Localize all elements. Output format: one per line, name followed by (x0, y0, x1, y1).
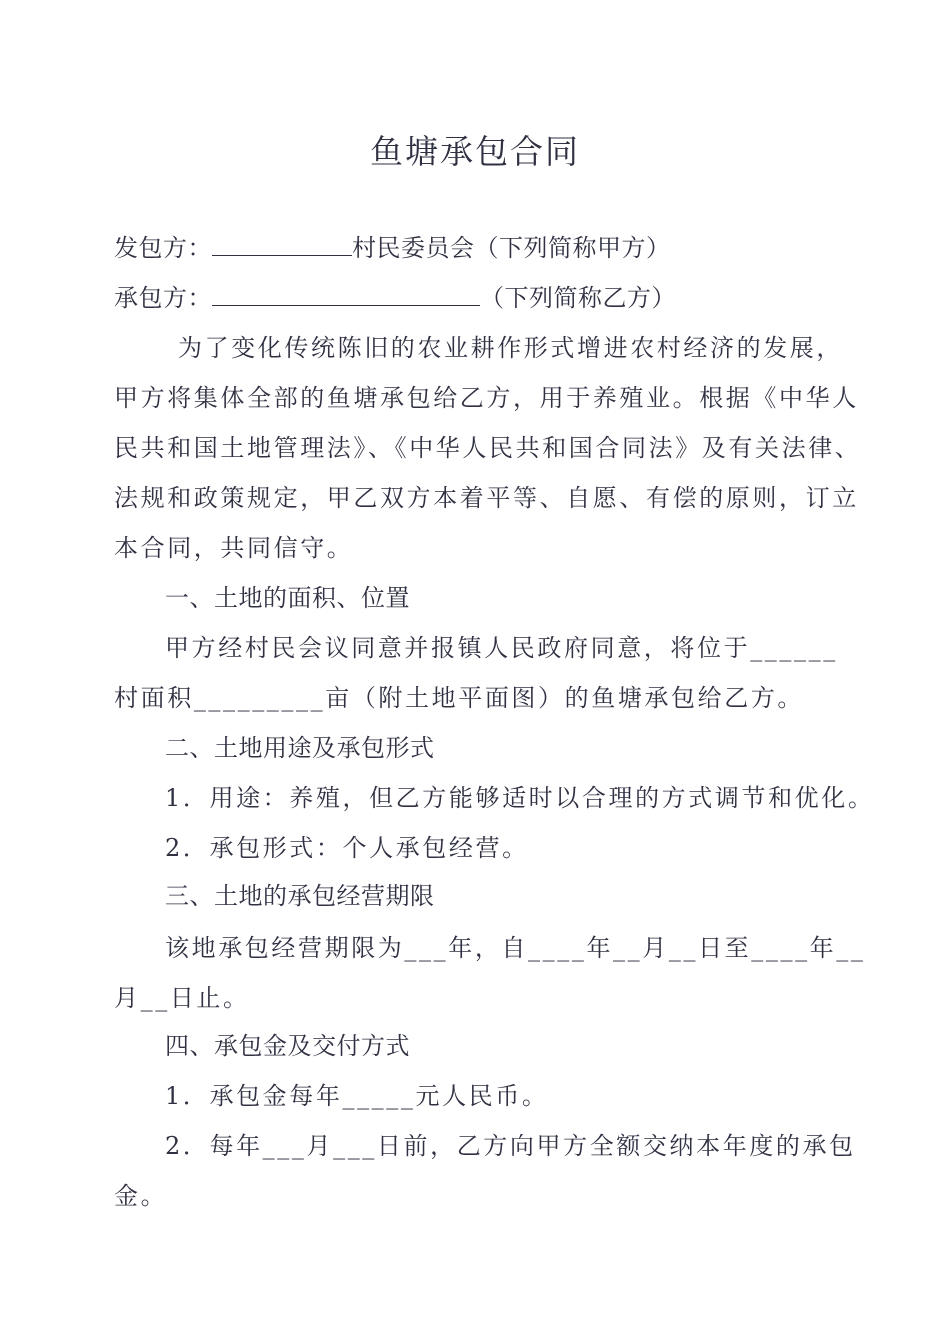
lessee-name-blank (212, 283, 480, 306)
section4-item2 (165, 1131, 856, 1161)
section-heading: 一、土地的面积、位置 (165, 584, 410, 612)
payment-day-blank: ___ (333, 1132, 377, 1160)
document-title: 鱼塘承包合同 (370, 132, 580, 171)
lessor-label: 发包方： (114, 234, 212, 262)
preamble-line: 为了变化传统陈旧的农业耕作形式增进农村经济的发展， (178, 334, 843, 362)
payment-text: 月 (306, 1132, 334, 1160)
term-text: 年 (586, 934, 614, 962)
section-heading: 三、土地的承包经营期限 (165, 882, 435, 910)
section1-line1 (165, 633, 838, 663)
payment-text: 2．每年 (165, 1132, 263, 1160)
section-heading: 四、承包金及交付方式 (165, 1032, 410, 1060)
village-blank: ______ (750, 634, 838, 662)
lessee-label: 承包方： (114, 284, 212, 312)
start-month-blank: __ (613, 934, 643, 962)
term-text: 日至 (698, 934, 752, 962)
preamble-line: 法规和政策规定，甲乙双方本着平等、自愿、有偿的原则，订立 (114, 484, 859, 512)
preamble-line: 本合同，共同信守。 (114, 534, 354, 562)
term-text: 月 (642, 934, 669, 962)
section1-text: 村面积 (114, 684, 194, 712)
section1-text: 亩（附土地平面图）的鱼塘承包给乙方。 (325, 684, 805, 712)
lessee-suffix: （下列简称乙方） (480, 284, 676, 312)
payment-month-blank: ___ (262, 1132, 307, 1160)
annual-fee-blank: _____ (342, 1082, 416, 1110)
end-day-blank: __ (140, 984, 170, 1012)
term-text: 月 (114, 984, 141, 1012)
fee-text: 1．承包金每年 (165, 1082, 343, 1110)
section-heading: 二、土地用途及承包形式 (165, 734, 435, 762)
section1-line2 (114, 683, 804, 713)
area-blank: _________ (193, 684, 326, 712)
section3-line2 (114, 983, 250, 1013)
section2-item: 1．用途：养殖，但乙方能够适时以合理的方式调节和优化。 (165, 784, 875, 812)
end-month-blank: __ (836, 934, 866, 962)
preamble-line: 甲方将集体全部的鱼塘承包给乙方，用于养殖业。根据《中华人 (114, 384, 859, 412)
section1-text: 甲方经村民会议同意并报镇人民政府同意，将位于 (165, 634, 751, 662)
term-years-blank: ___ (404, 934, 449, 962)
payment-text: 日前，乙方向甲方全额交纳本年度的承包 (376, 1132, 856, 1160)
term-text: 日止。 (169, 984, 250, 1012)
start-year-blank: ____ (528, 934, 587, 962)
lessor-name-blank (212, 233, 352, 256)
lessee-line (114, 283, 676, 313)
start-day-blank: __ (668, 934, 699, 962)
preamble-line: 民共和国土地管理法》、《中华人民共和国合同法》及有关法律、 (114, 434, 862, 462)
lessor-suffix: 村民委员会（下列简称甲方） (352, 234, 671, 262)
section2-item: 2．承包形式：个人承包经营。 (165, 834, 529, 862)
fee-text: 元人民币。 (415, 1082, 549, 1110)
term-text: 年，自 (448, 934, 529, 962)
section4-item2-cont: 金。 (114, 1182, 168, 1210)
section4-item1 (165, 1081, 548, 1111)
end-year-blank: ____ (751, 934, 810, 962)
section3-line1 (165, 933, 865, 963)
lessor-line (114, 233, 671, 263)
term-text: 年 (809, 934, 837, 962)
term-text: 该地承包经营期限为 (165, 934, 405, 962)
